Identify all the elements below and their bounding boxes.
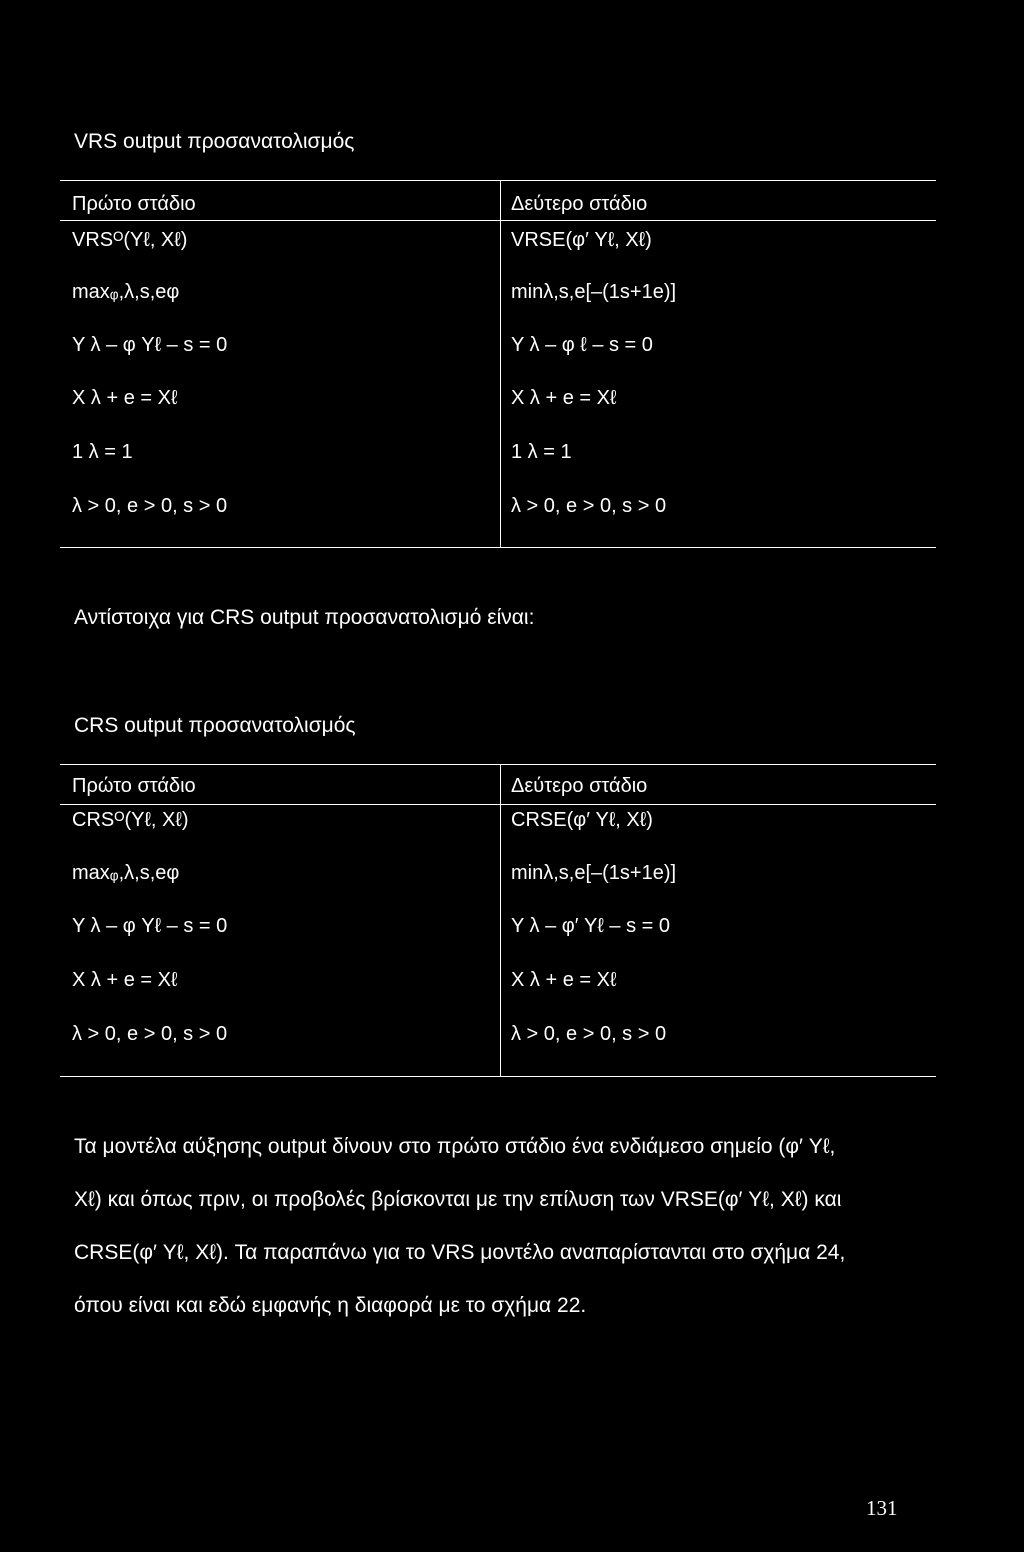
crs-second-row: minλ,s,e[–(1s+1e)] (511, 862, 677, 884)
crs-first-row: maxᵩ,λ,s,eφ (72, 862, 180, 884)
crs-first-stage-header: Πρώτο στάδιο (72, 775, 196, 797)
vrs-second-row: minλ,s,e[–(1s+1e)] (511, 281, 677, 303)
crs-second-row: λ > 0, e > 0, s > 0 (511, 1023, 667, 1045)
vrs-table-header-rule (60, 220, 936, 221)
vrs-first-row: maxᵩ,λ,s,eφ (72, 281, 180, 303)
transition-text: Αντίστοιχα για CRS output προσανατολισμό είναι: (74, 606, 535, 629)
vrs-second-row: 1 λ = 1 (511, 441, 572, 463)
crs-second-row: Y λ – φ′ Yℓ – s = 0 (511, 915, 671, 937)
vrs-heading: VRS output προσανατολισμός (74, 130, 355, 153)
vrs-table-divider (500, 180, 501, 548)
crs-table-top-rule (60, 764, 936, 765)
paragraph-line: CRSE(φ′ Yℓ, Xℓ). Τα παραπάνω για το VRS μοντέλο αναπαρίστανται στο σχήμα 24, (74, 1241, 846, 1264)
paragraph-line: Xℓ) και όπως πριν, οι προβολές βρίσκονται με την επίλυση των VRSE(φ′ Yℓ, Xℓ) και (74, 1188, 842, 1211)
vrs-second-row: X λ + e = Xℓ (511, 387, 617, 409)
vrs-second-row: λ > 0, e > 0, s > 0 (511, 495, 667, 517)
vrs-first-row: X λ + e = Xℓ (72, 387, 178, 409)
paragraph-line: όπου είναι και εδώ εμφανής η διαφορά με το σχήμα 22. (74, 1294, 587, 1317)
vrs-first-row: VRSᴼ(Yℓ, Xℓ) (72, 229, 188, 251)
crs-table-divider (500, 764, 501, 1077)
page-number: 131 (866, 1496, 898, 1520)
vrs-second-stage-header: Δεύτερο στάδιο (511, 193, 648, 215)
vrs-table-bottom-rule (60, 547, 936, 548)
crs-first-row: X λ + e = Xℓ (72, 969, 178, 991)
crs-first-row: CRSᴼ(Yℓ, Xℓ) (72, 809, 189, 831)
crs-second-stage-header: Δεύτερο στάδιο (511, 775, 648, 797)
vrs-first-row: λ > 0, e > 0, s > 0 (72, 495, 228, 517)
vrs-first-stage-header: Πρώτο στάδιο (72, 193, 196, 215)
vrs-second-row: VRSE(φ′ Yℓ, Xℓ) (511, 229, 652, 251)
crs-second-row: CRSE(φ′ Yℓ, Xℓ) (511, 809, 653, 831)
vrs-first-row: Y λ – φ Yℓ – s = 0 (72, 334, 228, 356)
crs-second-row: X λ + e = Xℓ (511, 969, 617, 991)
vrs-table-top-rule (60, 180, 936, 181)
crs-first-row: λ > 0, e > 0, s > 0 (72, 1023, 228, 1045)
vrs-first-row: 1 λ = 1 (72, 441, 133, 463)
crs-first-row: Y λ – φ Yℓ – s = 0 (72, 915, 228, 937)
crs-table-bottom-rule (60, 1076, 936, 1077)
crs-table-header-rule (60, 804, 936, 805)
crs-heading: CRS output προσανατολισμός (74, 714, 356, 737)
paragraph-line: Τα μοντέλα αύξησης output δίνουν στο πρώτο στάδιο ένα ενδιάμεσο σημείο (φ′ Yℓ, (74, 1135, 836, 1158)
vrs-second-row: Y λ – φ ℓ – s = 0 (511, 334, 653, 356)
